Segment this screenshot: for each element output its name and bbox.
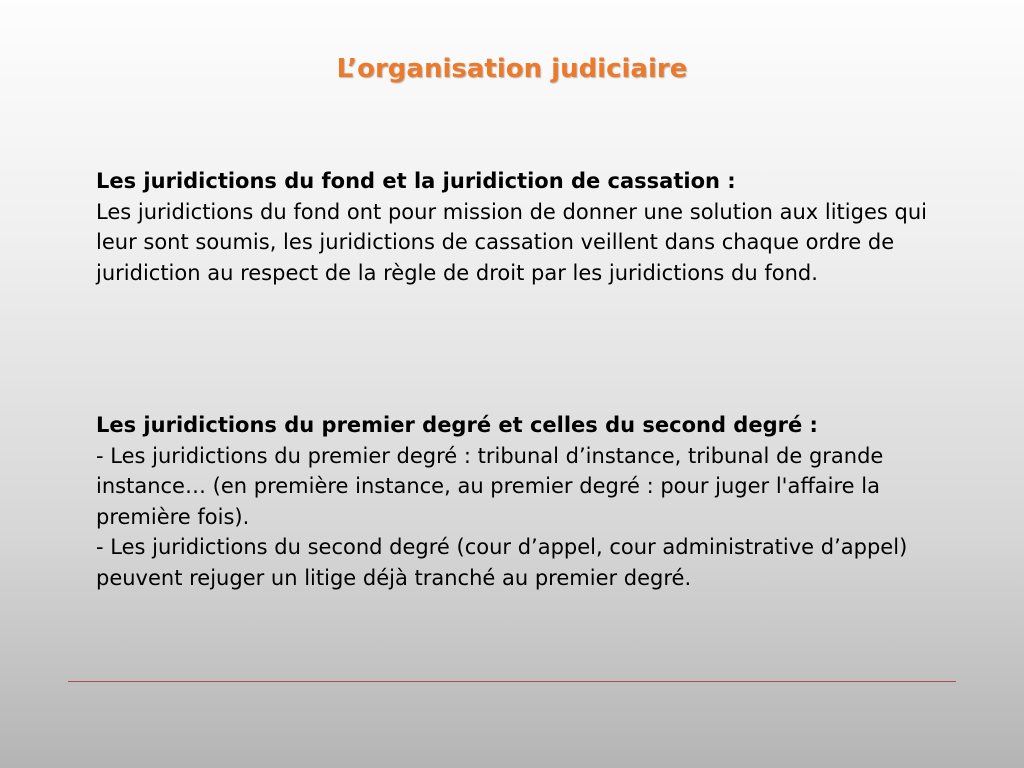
section-heading: Les juridictions du premier degré et celles du second degré : [96,413,818,437]
section-fond-cassation [96,166,936,288]
list-item-second-degre: - Les juridictions du second degré (cour d’appel, cour administrative d’appel) peuvent rejuger un litige déjà tranché au premier degré. [96,535,908,590]
footer-divider [68,681,956,682]
list-item-premier-degre: - Les juridictions du premier degré : tribunal d’instance, tribunal de grande instance… (en première instance, au premier degré : pour juger l'affaire la première fois). [96,443,884,529]
section-heading: Les juridictions du fond et la juridiction de cassation : [96,169,736,193]
slide-title: L’organisation judiciaire [336,54,688,84]
section-degres [96,410,936,593]
section-paragraph: Les juridictions du fond ont pour mission de donner une solution aux litiges qui leur sont soumis, les juridictions de cassation veillent dans chaque ordre de juridiction au respect de la règle de droit par les juridictions du fond. [96,199,927,285]
